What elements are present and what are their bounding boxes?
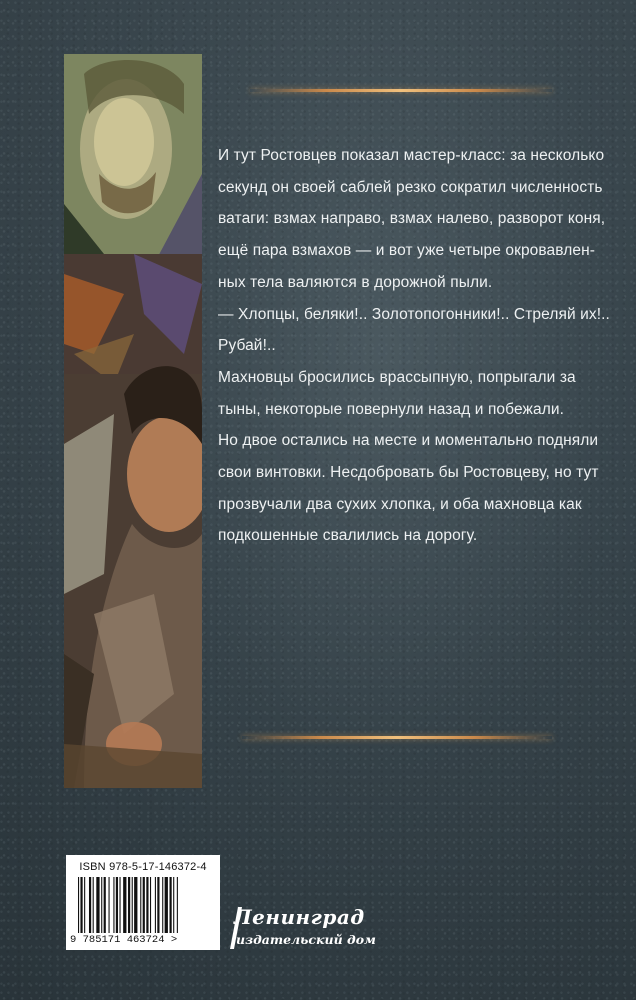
- decorative-divider-bottom: [242, 736, 552, 739]
- publisher-subtitle: издательский дом: [236, 932, 376, 947]
- isbn-text: ISBN 978-5-17-146372-4: [79, 861, 207, 873]
- illustration-image: [64, 54, 202, 788]
- blurb-line: тыны, некоторые повернули назад и побежали.: [218, 400, 565, 418]
- blurb-line: прозвучали два сухих хлопка, и оба махновца как: [218, 495, 582, 513]
- blurb-line: Рубай!..: [218, 337, 276, 355]
- barcode-label: [66, 855, 220, 950]
- blurb-line: подкошенные свалились на дорогу.: [218, 527, 478, 545]
- barcode-bars: [78, 877, 210, 933]
- publisher-name: Ленинград: [234, 905, 365, 929]
- publisher-logo: [228, 905, 388, 957]
- blurb-line: ещё пара взмахов — и вот уже четыре окровавлен-: [218, 242, 596, 260]
- blurb-text: [218, 140, 618, 552]
- blurb-line: Махновцы бросились врассыпную, попрыгали за: [218, 368, 576, 386]
- blurb-line: И тут Ростовцев показал мастер-класс: за несколько: [218, 147, 605, 164]
- blurb-line: — Хлопцы, беляки!.. Золотопогонники!.. Стреляй их!..: [218, 305, 610, 323]
- blurb-line: свои винтовки. Несдобровать бы Ростовцеву, но тут: [218, 464, 599, 482]
- blurb-line: секунд он своей саблей резко сократил численность: [218, 178, 603, 196]
- blurb-line: Но двое остались на месте и моментально подняли: [218, 432, 599, 450]
- decorative-divider-top: [250, 89, 552, 92]
- blurb-line: ватаги: взмах направо, взмах налево, разворот коня,: [218, 210, 606, 228]
- cover-illustration: [64, 54, 202, 788]
- barcode-digits: 9 785171 463724 >: [70, 934, 178, 946]
- blurb-line: ных тела валяются в дорожной пыли.: [218, 273, 493, 291]
